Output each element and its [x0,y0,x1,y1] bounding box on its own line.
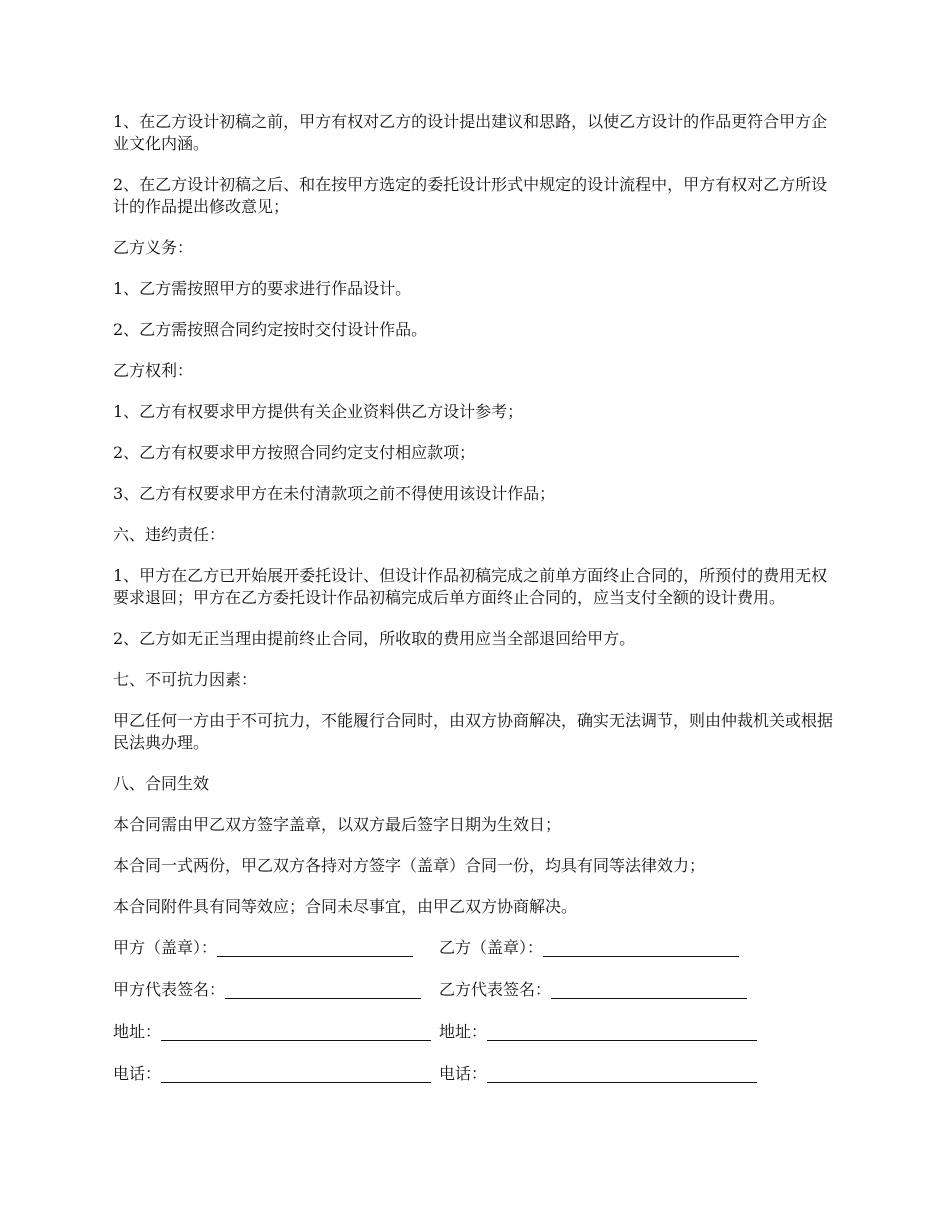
signature-row-representative [113,979,838,1001]
paragraph-party-b-right-3: 3、乙方有权要求甲方在未付清款项之前不得使用该设计作品； [113,484,556,503]
party-b-seal-blank[interactable] [543,938,739,957]
contract-page [113,111,838,1105]
paragraph-party-a-right-2: 2、在乙方设计初稿之后、和在按甲方选定的委托设计形式中规定的设计流程中，甲方有权对乙方所设计的作品提出修改意见； [113,175,828,216]
party-a-address-blank[interactable] [161,1022,431,1041]
party-b-rep-label: 乙方代表签名： [439,980,552,999]
party-a-phone-field [113,1063,439,1085]
party-b-phone-label: 电话： [439,1064,488,1083]
party-a-address-label: 地址： [113,1022,162,1041]
party-a-seal-label: 甲方（盖章）： [113,938,218,957]
paragraph-party-a-right-1: 1、在乙方设计初稿之前，甲方有权对乙方的设计提出建议和思路，以使乙方设计的作品更符合甲方企业文化内涵。 [113,112,828,153]
party-b-address-label: 地址： [439,1022,488,1041]
paragraph-breach-2: 2、乙方如无正当理由提前终止合同，所收取的费用应当全部退回给甲方。 [113,629,636,648]
party-b-phone-field [439,1063,757,1085]
party-b-rep-blank[interactable] [551,980,747,999]
paragraph-effect-2: 本合同一式两份，甲乙双方各持对方签字（盖章）合同一份，均具有同等法律效力； [113,856,706,875]
heading-force-majeure: 七、不可抗力因素： [113,670,258,689]
paragraph-breach-1: 1、甲方在乙方已开始展开委托设计、但设计作品初稿完成之前单方面终止合同的，所预付的费用无权要求退回；甲方在乙方委托设计作品初稿完成后单方面终止合同的，应当支付全额的设计费用。 [113,566,828,607]
party-a-rep-field [113,979,439,1001]
party-b-address-blank[interactable] [487,1022,757,1041]
party-a-phone-blank[interactable] [161,1064,431,1083]
party-a-seal-field [113,937,439,959]
party-b-address-field [439,1021,757,1043]
paragraph-party-b-duty-1: 1、乙方需按照甲方的要求进行作品设计。 [113,279,412,298]
party-b-seal-label: 乙方（盖章）： [439,938,544,957]
paragraph-effect-1: 本合同需由甲乙双方签字盖章，以双方最后签字日期为生效日； [113,815,562,834]
signature-row-seal [113,937,838,959]
party-b-phone-blank[interactable] [487,1064,757,1083]
signature-row-phone [113,1063,838,1085]
heading-party-b-rights: 乙方权利： [113,361,194,380]
heading-breach-liability: 六、违约责任： [113,525,226,544]
paragraph-party-b-duty-2: 2、乙方需按照合同约定按时交付设计作品。 [113,320,428,339]
party-a-seal-blank[interactable] [217,938,413,957]
paragraph-party-b-right-1: 1、乙方有权要求甲方提供有关企业资料供乙方设计参考； [113,402,524,421]
paragraph-force-majeure: 甲乙任何一方由于不可抗力，不能履行合同时，由双方协商解决，确实无法调节，则由仲裁机关或根据民法典办理。 [113,711,834,752]
party-b-rep-field [439,979,747,1001]
paragraph-party-b-right-2: 2、乙方有权要求甲方按照合同约定支付相应款项； [113,443,476,462]
party-a-rep-blank[interactable] [225,980,421,999]
party-a-phone-label: 电话： [113,1064,162,1083]
party-a-rep-label: 甲方代表签名： [113,980,226,999]
party-b-seal-field [439,937,739,959]
heading-party-b-duties: 乙方义务： [113,238,194,257]
party-a-address-field [113,1021,439,1043]
signature-row-address [113,1021,838,1043]
heading-contract-effect: 八、合同生效 [113,774,210,793]
paragraph-effect-3: 本合同附件具有同等效应；合同未尽事宜，由甲乙双方协商解决。 [113,897,578,916]
